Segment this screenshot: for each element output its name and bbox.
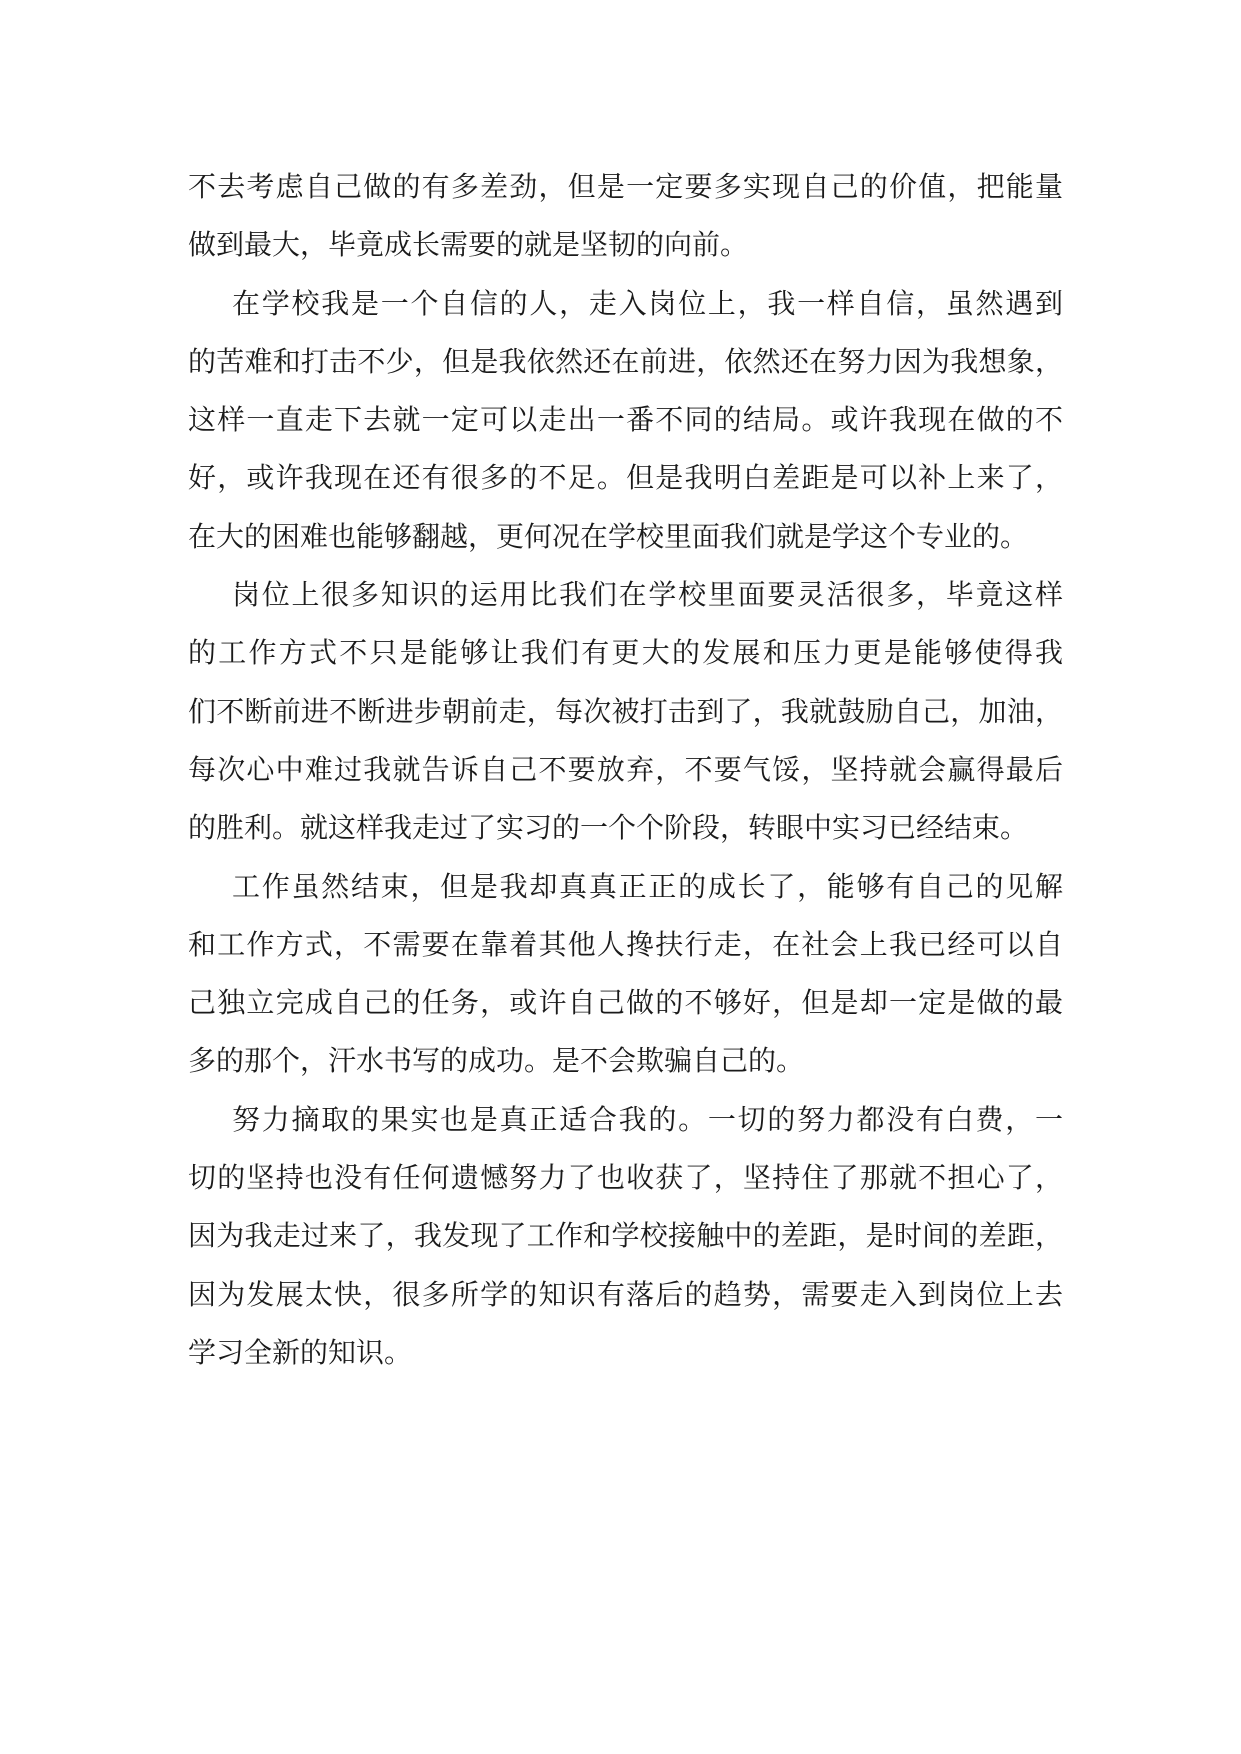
paragraph-2-line-5: 在大的困难也能够翻越，更何况在学校里面我们就是学这个专业的。	[188, 519, 1029, 553]
paragraph-2-line-3: 这样一直走下去就一定可以走出一番不同的结局。或许我现在做的不	[188, 403, 1063, 437]
paragraph-5-line-4: 因为发展太快，很多所学的知识有落后的趋势，需要走入到岗位上去	[188, 1277, 1063, 1311]
document-body	[188, 158, 1063, 1382]
paragraph-3-line-4: 每次心中难过我就告诉自己不要放弃，不要气馁，坚持就会赢得最后	[188, 752, 1063, 786]
paragraph-5-line-3: 因为我走过来了，我发现了工作和学校接触中的差距，是时间的差距，	[188, 1219, 1063, 1253]
paragraph-1-line-1: 不去考虑自己做的有多差劲，但是一定要多实现自己的价值，把能量	[188, 170, 1063, 203]
paragraph-2-line-4: 好，或许我现在还有很多的不足。但是我明白差距是可以补上来了，	[188, 461, 1063, 495]
paragraph-5-line-1: 努力摘取的果实也是真正适合我的。一切的努力都没有白费，一	[232, 1102, 1063, 1136]
paragraph-2-line-2: 的苦难和打击不少，但是我依然还在前进，依然还在努力因为我想象，	[188, 344, 1063, 378]
paragraph-2-line-1: 在学校我是一个自信的人，走入岗位上，我一样自信，虽然遇到	[232, 286, 1063, 320]
paragraph-3-line-3: 们不断前进不断进步朝前走，每次被打击到了，我就鼓励自己，加油，	[188, 694, 1063, 728]
paragraph-4-line-2: 和工作方式，不需要在靠着其他人搀扶行走，在社会上我已经可以自	[188, 927, 1063, 961]
paragraph-5-line-2: 切的坚持也没有任何遗憾努力了也收获了，坚持住了那就不担心了，	[188, 1161, 1063, 1195]
paragraph-3-line-5: 的胜利。就这样我走过了实习的一个个阶段，转眼中实习已经结束。	[188, 811, 1029, 845]
paragraph-4-line-4: 多的那个，汗水书写的成功。是不会欺骗自己的。	[188, 1044, 805, 1078]
paragraph-4-line-3: 己独立完成自己的任务，或许自己做的不够好，但是却一定是做的最	[188, 986, 1063, 1020]
paragraph-4-line-1: 工作虽然结束，但是我却真真正正的成长了，能够有自己的见解	[232, 869, 1063, 903]
paragraph-3-line-1: 岗位上很多知识的运用比我们在学校里面要灵活很多，毕竟这样	[232, 578, 1063, 612]
paragraph-1-line-2: 做到最大，毕竟成长需要的就是坚韧的向前。	[188, 228, 749, 262]
paragraph-3-line-2: 的工作方式不只是能够让我们有更大的发展和压力更是能够使得我	[188, 636, 1063, 670]
paragraph-5-line-5: 学习全新的知识。	[188, 1335, 413, 1369]
